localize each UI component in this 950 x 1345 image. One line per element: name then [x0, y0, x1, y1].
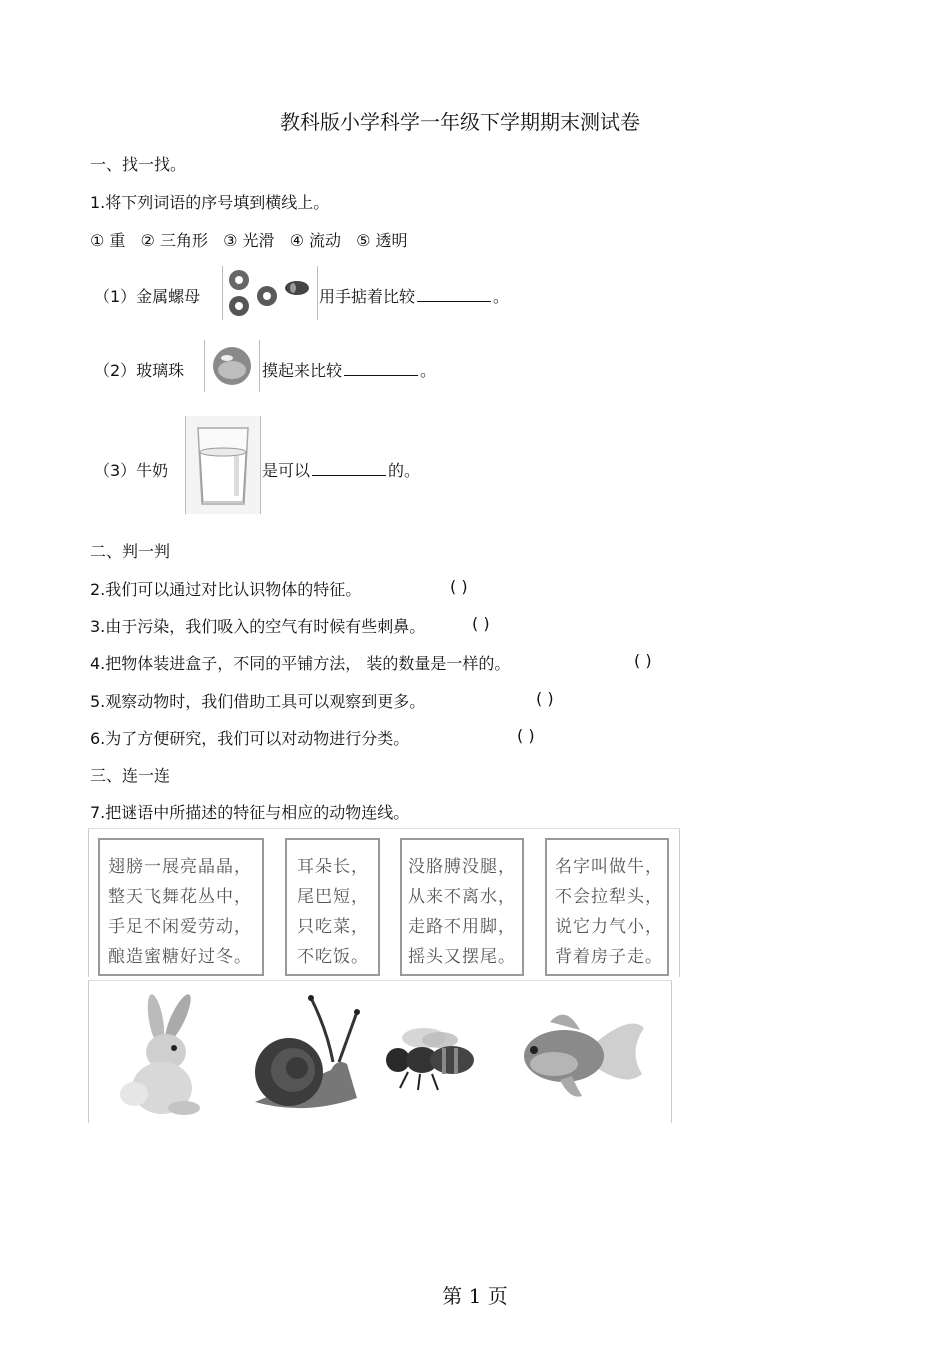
item-1-label: （1）金属螺母 — [94, 287, 201, 306]
answer-paren-6[interactable]: ( ) — [517, 726, 535, 745]
item-2-text: 摸起来比较 。 — [262, 361, 437, 380]
item-3-text: 是可以 的。 — [262, 461, 421, 480]
section-1-heading: 一、找一找。 — [90, 155, 187, 174]
section-3-heading: 三、连一连 — [90, 766, 171, 785]
question-6: 6.为了方便研究，我们可以对动物进行分类。 — [90, 729, 410, 748]
answer-paren-4[interactable]: ( ) — [634, 651, 652, 670]
question-7: 7.把谜语中所描述的特征与相应的动物连线。 — [90, 803, 410, 822]
question-5: 5.观察动物时，我们借助工具可以观察到更多。 — [90, 692, 426, 711]
item-2-label: （2）玻璃珠 — [94, 361, 185, 380]
item-1-text: 用手掂着比较 。 — [319, 287, 510, 306]
section-2-heading: 二、判一判 — [90, 542, 171, 561]
glass-bead-image — [204, 340, 260, 392]
item-1-blank[interactable] — [417, 287, 491, 302]
riddle-box-1[interactable]: 翅膀一展亮晶晶， 整天飞舞花丛中， 手足不闲爱劳动， 酿造蜜糖好过冬。 — [98, 838, 264, 976]
rabbit-icon[interactable] — [110, 990, 220, 1118]
nuts-image — [222, 266, 318, 320]
answer-paren-2[interactable]: ( ) — [450, 577, 468, 596]
question-4: 4.把物体装进盒子，不同的平铺方法， 装的数量是一样的。 — [90, 654, 511, 673]
item-3-blank[interactable] — [312, 461, 386, 476]
snail-icon[interactable] — [245, 990, 365, 1118]
option-list — [90, 228, 408, 251]
riddle-box-4[interactable]: 名字叫做牛， 不会拉犁头， 说它力气小， 背着房子走。 — [545, 838, 669, 976]
goldfish-icon[interactable] — [510, 1004, 650, 1114]
milk-glass-image — [185, 416, 261, 514]
riddle-box-2[interactable]: 耳朵长， 尾巴短， 只吃菜， 不吃饭。 — [285, 838, 380, 976]
riddle-box-3[interactable]: 没胳膊没腿， 从来不离水， 走路不用脚， 摇头又摆尾。 — [400, 838, 524, 976]
question-3: 3.由于污染，我们吸入的空气有时候有些刺鼻。 — [90, 617, 426, 636]
option-3: ③ 光滑 — [223, 231, 275, 250]
question-2: 2.我们可以通过对比认识物体的特征。 — [90, 580, 362, 599]
option-1: ① 重 — [90, 231, 126, 250]
option-5: ⑤ 透明 — [356, 231, 408, 250]
item-2-blank[interactable] — [344, 361, 418, 376]
option-2: ② 三角形 — [140, 231, 208, 250]
answer-paren-3[interactable]: ( ) — [472, 614, 490, 633]
page-number: 第 1 页 — [442, 1284, 508, 1308]
answer-paren-5[interactable]: ( ) — [536, 689, 554, 708]
bee-icon[interactable] — [378, 1020, 482, 1092]
option-4: ④ 流动 — [289, 231, 342, 250]
question-1: 1.将下列词语的序号填到横线上。 — [90, 193, 330, 212]
item-3-label: （3）牛奶 — [94, 461, 169, 480]
page-title: 教科版小学科学一年级下学期期末测试卷 — [280, 110, 640, 134]
